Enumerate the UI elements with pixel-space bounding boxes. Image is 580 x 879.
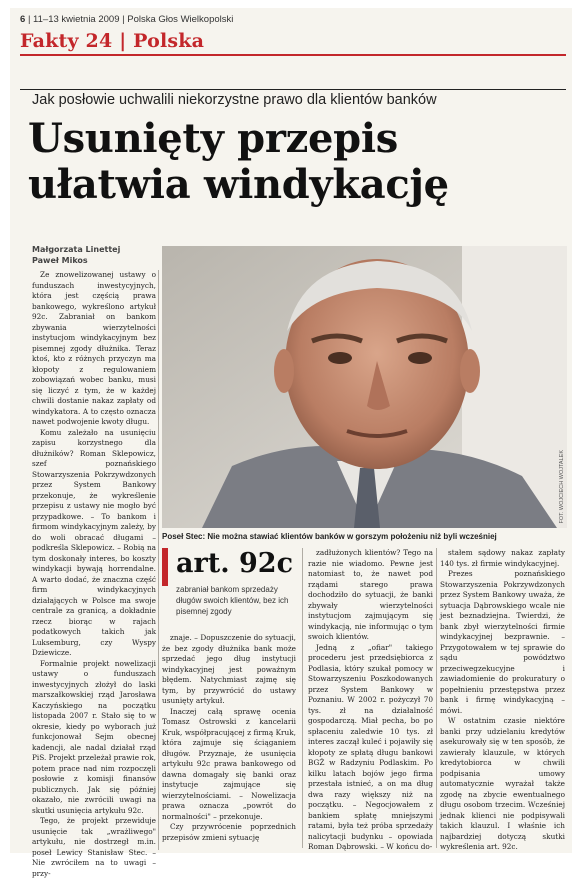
text-column-3: [308, 548, 433, 851]
paragraph: Jedną z „ofiar" takiego procederu jest przedsiębiorca z Podlasia, który szukał pomocy w Stowarzyszeniu Poszkodowanych przez System Bankowy w Poznaniu. W 2002 r. pożyczył 70 tys. zł na działalność gospodarczą. Miał pecha, bo po spłaceniu zaledwie 10 tys. zł interes zaczął kuleć i pojawiły się kłopoty ze spłatą długu bankowi BGŻ w Radzyniu Podlaskim. Po kilku latach bojów jego firma przestała istnieć, a on ma dług dwa razy większy niż na początku. – Negocjowałem z bankiem spłatę mniejszymi ratami, była też próba sprzedaży nalicytacji budynku – opowiada Roman Dąbrowski. – W końcu do-: [308, 642, 433, 851]
paragraph: stałem sądowy nakaz zapłaty 140 tys. zł firmie windykacyjnej.: [440, 548, 565, 568]
publication-name: Polska Głos Wielkopolski: [127, 14, 234, 25]
section-rule: [20, 54, 566, 56]
photo-caption: Poseł Stec: Nie można stawiać klientów banków w gorszym położeniu niż byli wcześniej: [162, 532, 497, 541]
article-kicker: Jak posłowie uchwalili niekorzystne prawo dla klientów banków: [32, 92, 437, 108]
issue-date: 11–13 kwietnia 2009: [33, 14, 120, 25]
portrait-illustration: [162, 246, 567, 528]
column-divider: [436, 548, 437, 848]
column-divider: [158, 270, 159, 850]
paragraph: Tego, że projekt przewiduje usunięcie tak „wrażliwego" artykułu, nie dostrzegł m.in. poseł Lewicy Stanisław Stec. – Nie zwróciłem na to uwagi – przy-: [32, 816, 156, 878]
paragraph: znaje. – Dopuszczenie do sytuacji, że bez zgody dłużnika bank może sprzedać jego dług instytucji windykacyjnej jest poważnym błędem. Natychmiast zajmę się tym, by przywrócić do ustawy usunięty artykuł.: [162, 633, 296, 705]
author-1: Małgorzata Linettej: [32, 245, 121, 254]
paragraph: Prezes poznańskiego Stowarzyszenia Pokrzywdzonych przez System Bankowy uważa, że sytuacja Dąbrowskiego wcale nie jest beznadziejna. Twierdzi, że bank zbył wierzytelności firmie windykacyjnej bezprawnie. – Przygotowałem w tej sprawie do sądu powództwo przeciwegzekucyjne i zawiadomienie do prokuratury o popełnieniu przestępstwa przez bank i firmę windykacyjną – mówi.: [440, 569, 565, 715]
infobox-text: zabraniał bankom sprzedaży długów swoich klientów, bez ich pisemnej zgody: [176, 585, 289, 616]
text-column-1: [32, 270, 156, 878]
newspaper-page: [10, 8, 572, 878]
paragraph: Czy przywrócenie poprzednich przepisów zmieni sytuację: [162, 822, 296, 842]
paragraph: Formalnie projekt nowelizacji ustawy o funduszach inwestycyjnych złożył do laski marszałkowskiej rząd Jarosława Kaczyńskiego na początku listopada 2007 r. Stało się to w okresie, kiedy po wyborach już funkcjonował Sejm obecnej kadencji, ale nadal działał rząd PiS. Projekt przeleżał prawie rok, potem prace nad nim rozpoczęli posłowie z komisji finansów publicznych. Jak się później okazało, nie zwrócili uwagi na skutki usunięcia artykułu 92c.: [32, 658, 156, 815]
folio-line: 6 | 11–13 kwietnia 2009 | Polska Głos Wielkopolski: [20, 14, 234, 25]
paragraph: Komu zależało na usunięciu zapisu korzystnego dla dłużników? Roman Sklepowicz, szef poznańskiego Stowarzyszenia Pokrzywdzonych przez System Bankowy przekonuje, że wykreślenie przepisu z ustawy nie mogło być przypadkowe. – To bankom i firmom windykacyjnym zależy, by do woli obracać długami – podkreśla Sklepowicz. – Robią na tym doskonały interes, bo koszty windykacji bywają horrendalne. A warto dodać, że znaczna część firm windykacyjnych działających w Polsce ma swoje centrale za granicą, a dokładnie rzecz biorąc w rajach podatkowych takich jak Luksemburg, czy Wyspy Dziewicze.: [32, 427, 156, 657]
article-headline: [28, 116, 449, 208]
text-column-4: [440, 548, 565, 851]
author-2: Paweł Mikos: [32, 256, 88, 265]
infobox-accent-bar: [162, 548, 168, 586]
headline-line-1: Usunięty przepis: [28, 115, 398, 162]
byline: [32, 244, 120, 266]
headline-line-2: ułatwia windykację: [28, 161, 449, 208]
kicker-rule: [20, 89, 566, 90]
paragraph: zadłużonych klientów? Tego na razie nie wiadomo. Pewne jest natomiast to, że nawet pod rządami starego prawa dochodziło do sytuacji, że banki zbywały wierzytelności instytucjom zajmującym się windykacją, nie informując o tym swoich klientów.: [308, 548, 433, 641]
section-title: Fakty 24 | Polska: [20, 30, 205, 52]
column-divider: [302, 548, 303, 848]
infobox-title: art. 92c: [176, 548, 294, 579]
page-number: 6: [20, 14, 26, 25]
portrait-photo: [162, 246, 567, 528]
paragraph: Inaczej całą sprawę ocenia Tomasz Ostrowski z kancelarii Kruk, współpracującej z firmą Kruk, która zajmuje się ściąganiem długów. Przyznaje, że usunięcia artykułu 92c prawa bankowego od dawna domagały się banki oraz instytucje zajmujące się wierzytelnościami. – Nowelizacja prawa oznacza „powrót do normalności" – przekonuje.: [162, 706, 296, 821]
photo-credit: FOT. WOJCIECH WOJTALEK: [559, 450, 565, 524]
paragraph: Ze znowelizowanej ustawy o funduszach inwestycyjnych, która jest częścią prawa bankowego, wykreślono artykuł 92c. Zabraniał on bankom zbywania wierzytelności instytucjom windykacyjnym bez pisemnej zgody dłużnika. Teraz ktoś, kto z różnych przyczyn ma kłopoty z regulowaniem zobowiązań wobec banku, musi się liczyć z tym, że w każdej chwili dostanie nakaz zapłaty od windykatora. A to często oznacza nawet podwojenie kwoty długu.: [32, 270, 156, 426]
text-column-2: [162, 633, 296, 848]
paragraph: W ostatnim czasie niektóre banki przy udzielaniu kredytów asekurowały się w ten sposób, że zawierały klauzule, w których kredytobiorca w chwili podpisania umowy automatycznie wyrażał także zgodę na zbycie ewentualnego długu osobom trzecim. Wcześniej jednak klienci nie podpisywali takich klauzul. I właśnie ich najbardziej dotyczą skutki wykreślenia art. 92c.: [440, 716, 565, 851]
